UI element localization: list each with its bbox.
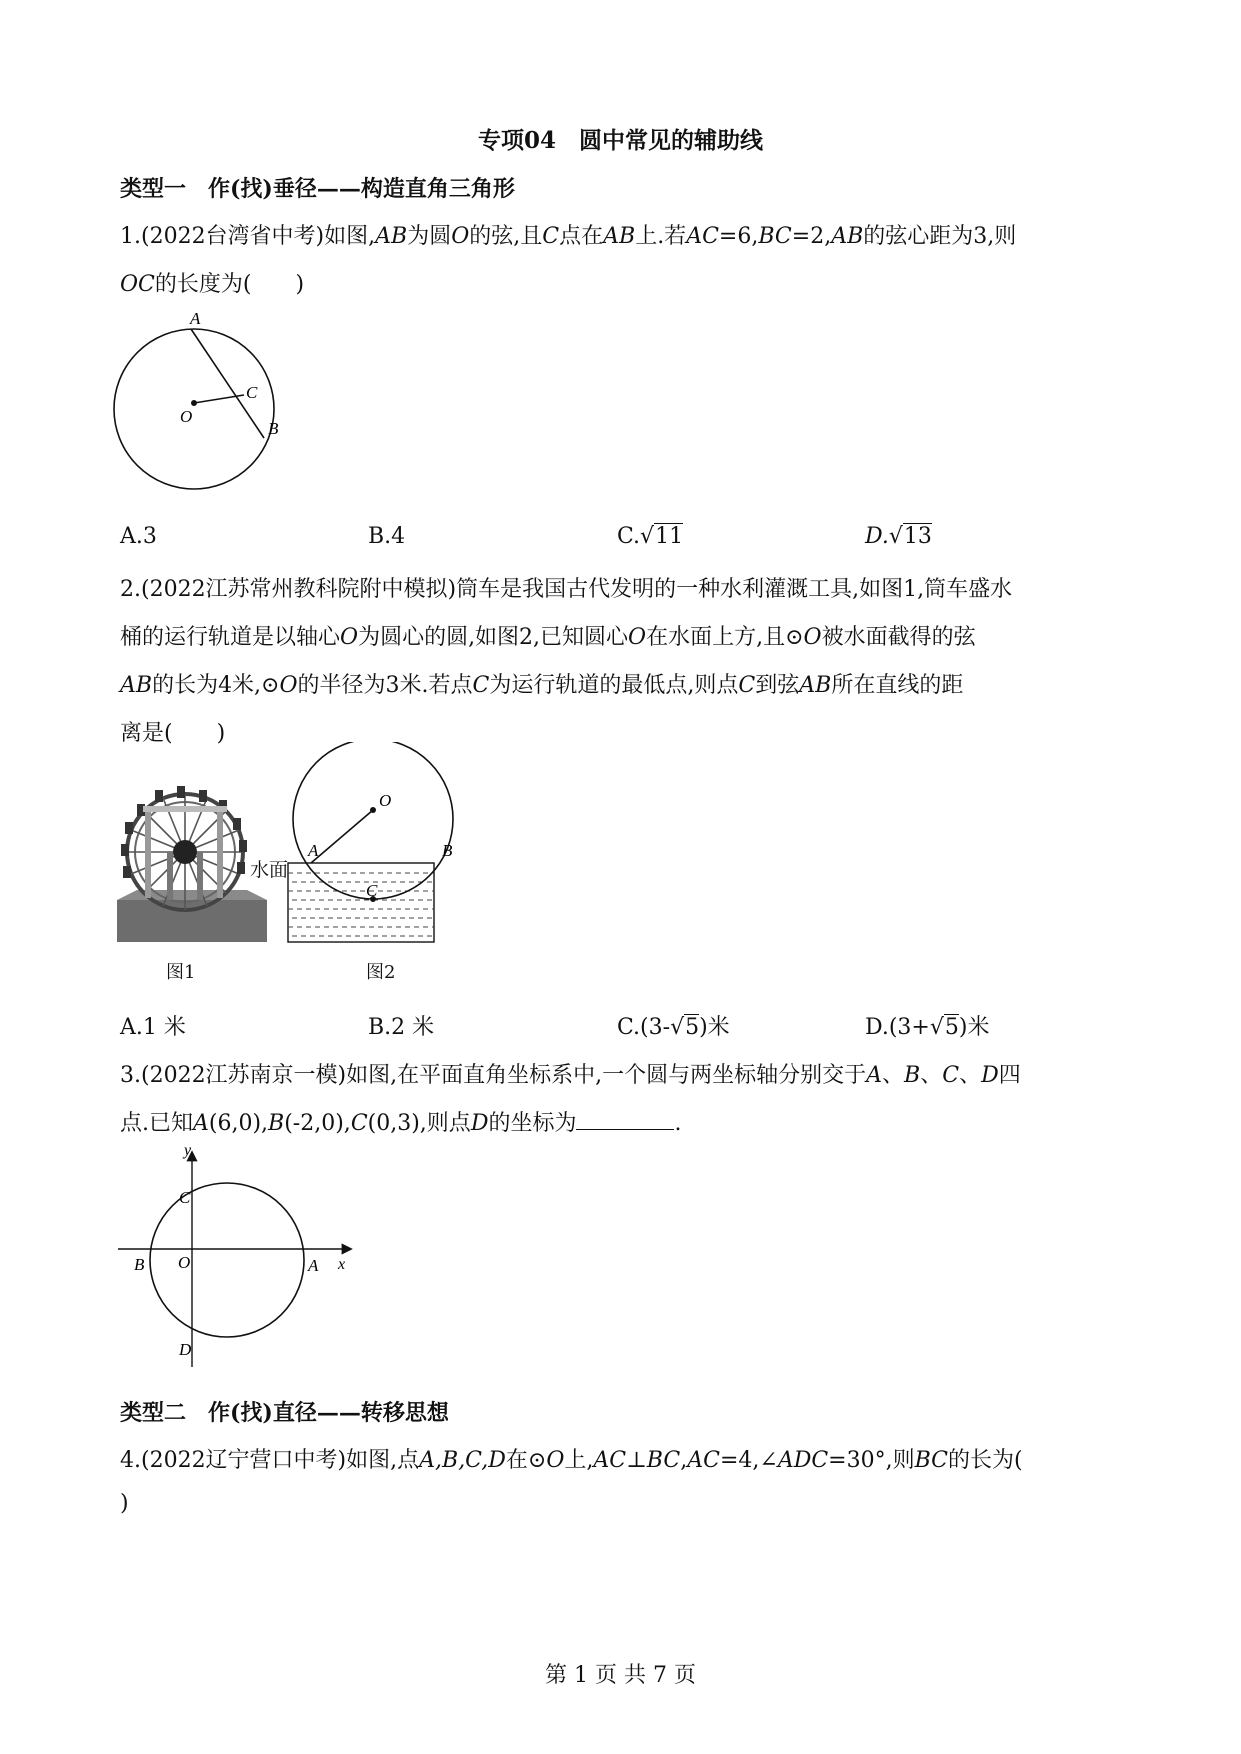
q2-line-4: 离是( ) (120, 721, 226, 746)
section-heading-2: 类型二 作(找)直径——转移思想 (120, 1400, 449, 1426)
q2-line-1: 2.(2022江苏常州教科院附中模拟)筒车是我国古代发明的一种水利灌溉工具,如图1,筒车盛水 (120, 577, 1013, 602)
q3-figure-coordinate-circle (112, 1145, 362, 1375)
q2-label-c: C (366, 881, 378, 900)
q2-figure-2 (248, 742, 468, 952)
q2-option-d: D.(3+√5)米 (865, 1015, 990, 1040)
q1-option-d: D.√13 (865, 524, 932, 549)
q1-line-1: 1.(2022台湾省中考)如图,AB为圆O的弦,且C点在AB上.若AC=6,BC=2,AB的弦心距为3,则 (120, 224, 1017, 249)
q1-label-o: O (180, 407, 193, 426)
q3-answer-blank[interactable] (576, 1109, 674, 1130)
q3-line-2: 点.已知A(6,0),B(-2,0),C(0,3),则点D的坐标为 . (120, 1111, 682, 1136)
q1-option-b: B.4 (368, 524, 406, 549)
q2-figure-2-caption: 图2 (366, 962, 396, 983)
q3-label-a: A (308, 1256, 319, 1275)
q2-option-a: A.1 米 (120, 1015, 186, 1040)
q2-label-b: B (442, 841, 453, 860)
page-title: 专项04 圆中常见的辅助线 (477, 127, 763, 154)
q1-option-c: C.√11 (617, 524, 684, 549)
q2-figure-1-waterwheel (117, 782, 267, 942)
q3-label-y: y (184, 1145, 192, 1159)
q2-option-c: C.(3-√5)米 (617, 1015, 730, 1040)
q2-figure-1-caption: 图1 (166, 962, 196, 983)
q1-label-c: C (246, 383, 258, 402)
q2-option-b: B.2 米 (368, 1015, 435, 1040)
q1-line-2: OC的长度为( ) (120, 272, 305, 297)
q4-line-2: ) (120, 1491, 129, 1516)
q1-label-a: A (190, 312, 201, 328)
q2-line-2: 桶的运行轨道是以轴心O为圆心的圆,如图2,已知圆心O在水面上方,且⊙O被水面截得的弦 (120, 625, 976, 650)
q3-label-c: C (179, 1188, 191, 1207)
q2-label-a: A (308, 841, 319, 860)
q3-label-x: x (338, 1256, 346, 1273)
section-heading-1: 类型一 作(找)垂径——构造直角三角形 (120, 176, 515, 202)
q2-line-3: AB的长为4米,⊙O的半径为3米.若点C为运行轨道的最低点,则点C到弦AB所在直线的距 (120, 673, 964, 698)
q1-label-b: B (268, 419, 279, 438)
q1-option-a: A.3 (120, 524, 157, 549)
q3-label-b: B (134, 1255, 145, 1274)
q1-figure (112, 312, 312, 512)
q4-line-1: 4.(2022辽宁营口中考)如图,点A,B,C,D在⊙O上,AC⊥BC,AC=4,∠ADC=30°,则BC的长为( (120, 1448, 1023, 1473)
q3-label-d: D (179, 1340, 192, 1359)
q2-water-label: 水面 (250, 859, 289, 881)
q3-line-1: 3.(2022江苏南京一模)如图,在平面直角坐标系中,一个圆与两坐标轴分别交于A、B、C、D四 (120, 1063, 1021, 1088)
page-footer: 第 1 页 共 7 页 (545, 1663, 696, 1688)
q3-label-o: O (178, 1253, 191, 1272)
q2-label-o: O (379, 791, 392, 810)
